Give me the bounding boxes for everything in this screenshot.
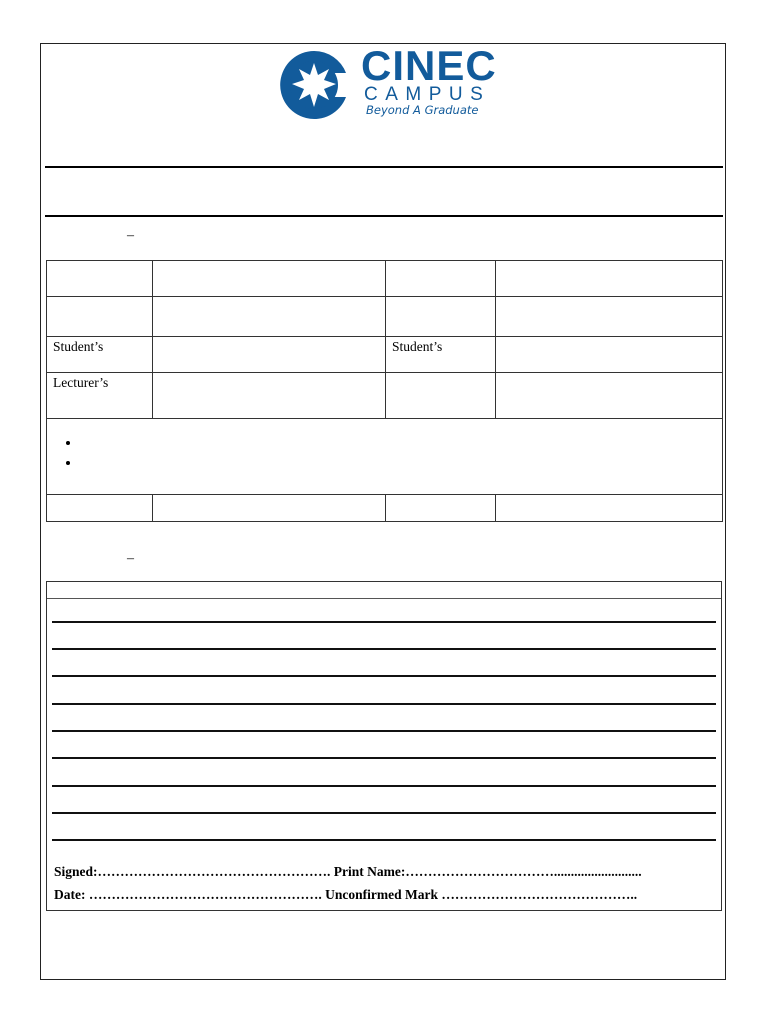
table-cell[interactable] bbox=[153, 261, 386, 297]
ruled-line[interactable] bbox=[52, 703, 716, 705]
bullet-item bbox=[81, 455, 716, 475]
table-row bbox=[47, 419, 723, 495]
table-cell[interactable] bbox=[496, 261, 723, 297]
table-row bbox=[47, 261, 723, 297]
signed-print-name-line[interactable]: Signed:……………………………………………. Print Name:…………………………….......................... bbox=[54, 864, 642, 879]
bullet-item bbox=[81, 435, 716, 455]
ruled-line[interactable] bbox=[52, 757, 716, 759]
student-value-cell[interactable] bbox=[153, 337, 386, 373]
section-dash-2: – bbox=[127, 551, 134, 566]
logo-wordmark: CINEC bbox=[361, 42, 497, 89]
ruled-line[interactable] bbox=[52, 730, 716, 732]
header-rule-bottom bbox=[45, 215, 723, 217]
ruled-line[interactable] bbox=[52, 675, 716, 677]
table-cell[interactable] bbox=[47, 261, 153, 297]
ruled-line[interactable] bbox=[52, 812, 716, 814]
ruled-line[interactable] bbox=[52, 785, 716, 787]
table-row bbox=[47, 297, 723, 337]
student-value-cell-2[interactable] bbox=[496, 337, 723, 373]
table-cell[interactable] bbox=[386, 261, 496, 297]
section-dash-1: – bbox=[127, 228, 134, 243]
table-cell[interactable] bbox=[153, 495, 386, 522]
table-cell[interactable] bbox=[496, 297, 723, 337]
lecturer-label-cell: Lecturer’s bbox=[47, 373, 153, 419]
star-emblem-icon bbox=[278, 49, 350, 121]
table-cell[interactable] bbox=[47, 495, 153, 522]
details-table bbox=[46, 260, 723, 522]
table-cell[interactable] bbox=[496, 373, 723, 419]
table-cell[interactable] bbox=[386, 297, 496, 337]
bullets-cell bbox=[47, 419, 723, 495]
cinec-campus-logo bbox=[278, 42, 497, 121]
ruled-line[interactable] bbox=[52, 648, 716, 650]
table-row bbox=[47, 337, 723, 373]
logo-subword: CAMPUS bbox=[364, 84, 491, 105]
table-cell[interactable] bbox=[496, 495, 723, 522]
logo-tagline: Beyond A Graduate bbox=[366, 103, 479, 117]
student-label-cell: Student’s bbox=[47, 337, 153, 373]
table-row bbox=[47, 495, 723, 522]
feedback-box bbox=[46, 581, 722, 911]
table-cell[interactable] bbox=[386, 495, 496, 522]
bullet-list bbox=[53, 421, 716, 475]
table-row bbox=[47, 373, 723, 419]
ruled-line[interactable] bbox=[52, 839, 716, 841]
table-cell[interactable] bbox=[386, 373, 496, 419]
lecturer-value-cell[interactable] bbox=[153, 373, 386, 419]
date-unconfirmed-mark-line[interactable]: Date: ……………………………………………. Unconfirmed Mark …………………………………….. bbox=[54, 887, 638, 902]
table-cell[interactable] bbox=[153, 297, 386, 337]
student-label-cell-2: Student’s bbox=[386, 337, 496, 373]
feedback-header-row bbox=[47, 582, 721, 599]
table-cell[interactable] bbox=[47, 297, 153, 337]
ruled-line[interactable] bbox=[52, 621, 716, 623]
header-rule-top bbox=[45, 166, 723, 168]
